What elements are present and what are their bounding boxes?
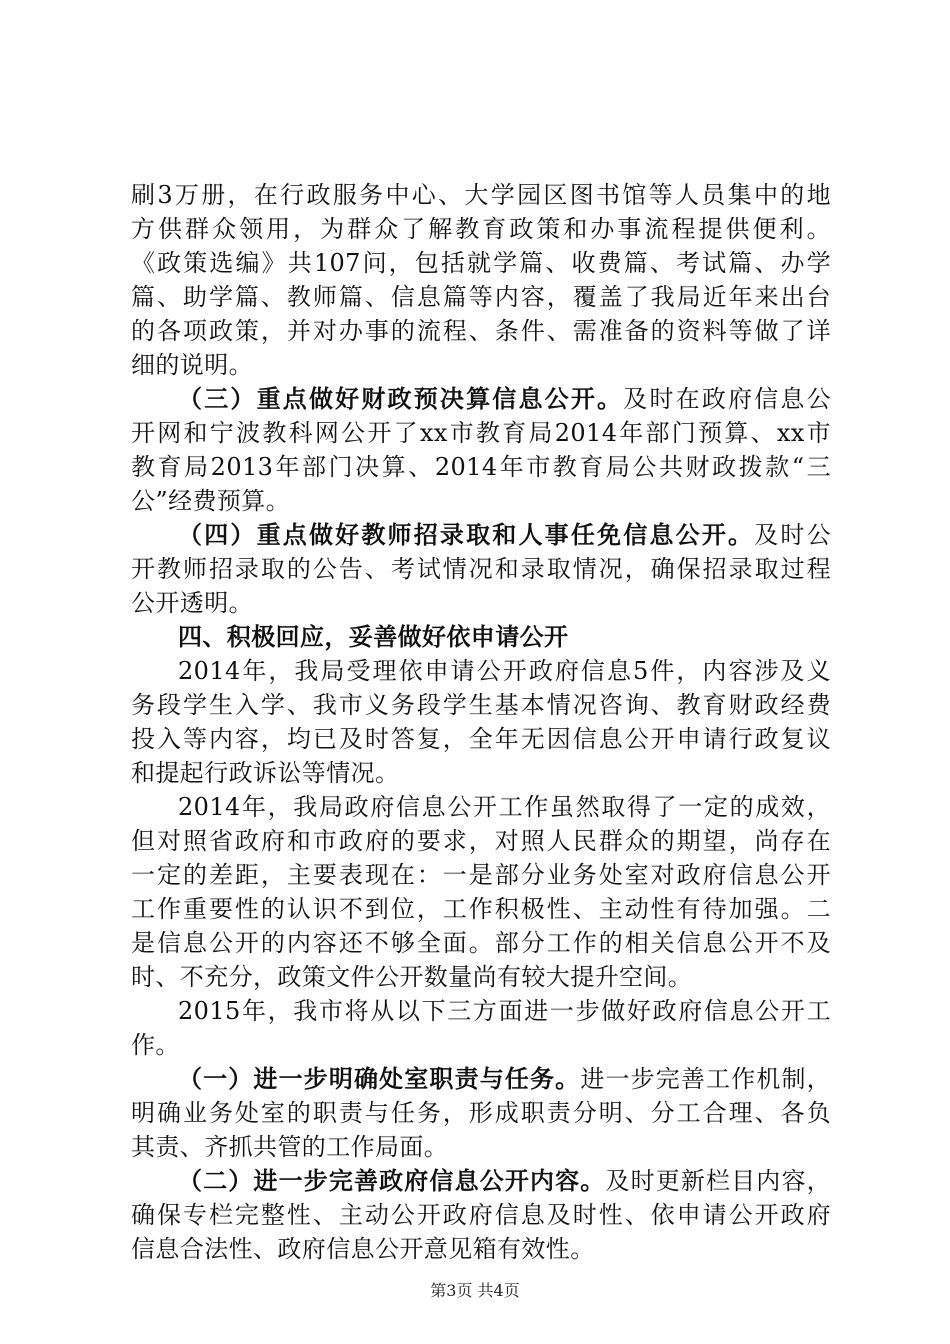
text-line: 方供群众领用，为群众了解教育政策和办事流程提供便利。 — [131, 215, 831, 243]
heading-rest-text: 进一步完善工作机制， — [580, 1065, 832, 1093]
subsection-heading-1 — [178, 1062, 831, 1096]
text-line: 时、不充分，政策文件公开数量尚有较大提升空间。 — [131, 963, 693, 991]
text-line: 开教师招录取的公告、考试情况和录取情况，确保招录取过程 — [131, 555, 831, 583]
text-line: 细的说明。 — [131, 351, 253, 379]
text-line: 工作重要性的认识不到位，工作积极性、主动性有待加强。二 — [131, 895, 831, 923]
text-line: 一定的差距，主要表现在：一是部分业务处室对政府信息公开 — [131, 861, 831, 889]
text-line: 教育局2013年部门决算、2014年市教育局公共财政拨款“三 — [131, 453, 831, 481]
text-line: 公”经费预算。 — [131, 487, 291, 515]
text-line: 《政策选编》共107问，包括就学篇、收费篇、考试篇、办学 — [131, 249, 831, 277]
text-line: 投入等内容，均已及时答复，全年无因信息公开申请行政复议 — [131, 725, 831, 753]
text-line: 2014年，我局受理依申请公开政府信息5件，内容涉及义 — [178, 657, 831, 685]
section-heading-4 — [178, 518, 831, 552]
text-line: 作。 — [131, 1031, 180, 1059]
text-line: 公开透明。 — [131, 589, 253, 617]
text-line: 和提起行政诉讼等情况。 — [131, 759, 400, 787]
text-line: 2015年，我市将从以下三方面进一步做好政府信息公开工 — [178, 997, 831, 1025]
text-line: 是信息公开的内容还不够全面。部分工作的相关信息公开不及 — [131, 929, 831, 957]
text-line: 篇、助学篇、教师篇、信息篇等内容，覆盖了我局近年来出台 — [131, 283, 831, 311]
heading-rest-text: 及时公 — [754, 521, 831, 549]
text-line: 信息合法性、政府信息公开意见箱有效性。 — [131, 1235, 595, 1263]
section-heading-3 — [178, 382, 831, 416]
heading-rest-text: 及时更新栏目内容， — [605, 1167, 831, 1195]
text-line: 开网和宁波教科网公开了xx市教育局2014年部门预算、xx市 — [131, 419, 831, 447]
heading-rest-text: 及时在政府信息公 — [623, 385, 831, 413]
text-line: 但对照省政府和市政府的要求，对照人民群众的期望，尚存在 — [131, 827, 831, 855]
text-line: 其责、齐抓共管的工作局面。 — [131, 1133, 449, 1161]
page-number-footer: 第3页 共4页 — [430, 1281, 520, 1300]
text-line: 的各项政策，并对办事的流程、条件、需准备的资料等做了详 — [131, 317, 831, 345]
text-line: 务段学生入学、我市义务段学生基本情况咨询、教育财政经费 — [131, 691, 831, 719]
text-line: 刷3万册，在行政服务中心、大学园区图书馆等人员集中的地 — [131, 181, 831, 209]
heading-bold-text: （二）进一步完善政府信息公开内容。 — [178, 1166, 606, 1195]
subsection-heading-2 — [178, 1164, 831, 1198]
text-line: 确保专栏完整性、主动公开政府信息及时性、依申请公开政府 — [131, 1201, 831, 1229]
heading-bold-text: （三）重点做好财政预决算信息公开。 — [178, 384, 624, 413]
text-line: 2014年，我局政府信息公开工作虽然取得了一定的成效， — [178, 793, 831, 821]
heading-bold-text: （一）进一步明确处室职责与任务。 — [178, 1064, 581, 1093]
chapter-heading: 四、积极回应，妥善做好依申请公开 — [178, 622, 569, 651]
heading-bold-text: （四）重点做好教师招录取和人事任免信息公开。 — [178, 520, 755, 549]
text-line: 明确业务处室的职责与任务，形成职责分明、分工合理、各负 — [131, 1099, 831, 1127]
